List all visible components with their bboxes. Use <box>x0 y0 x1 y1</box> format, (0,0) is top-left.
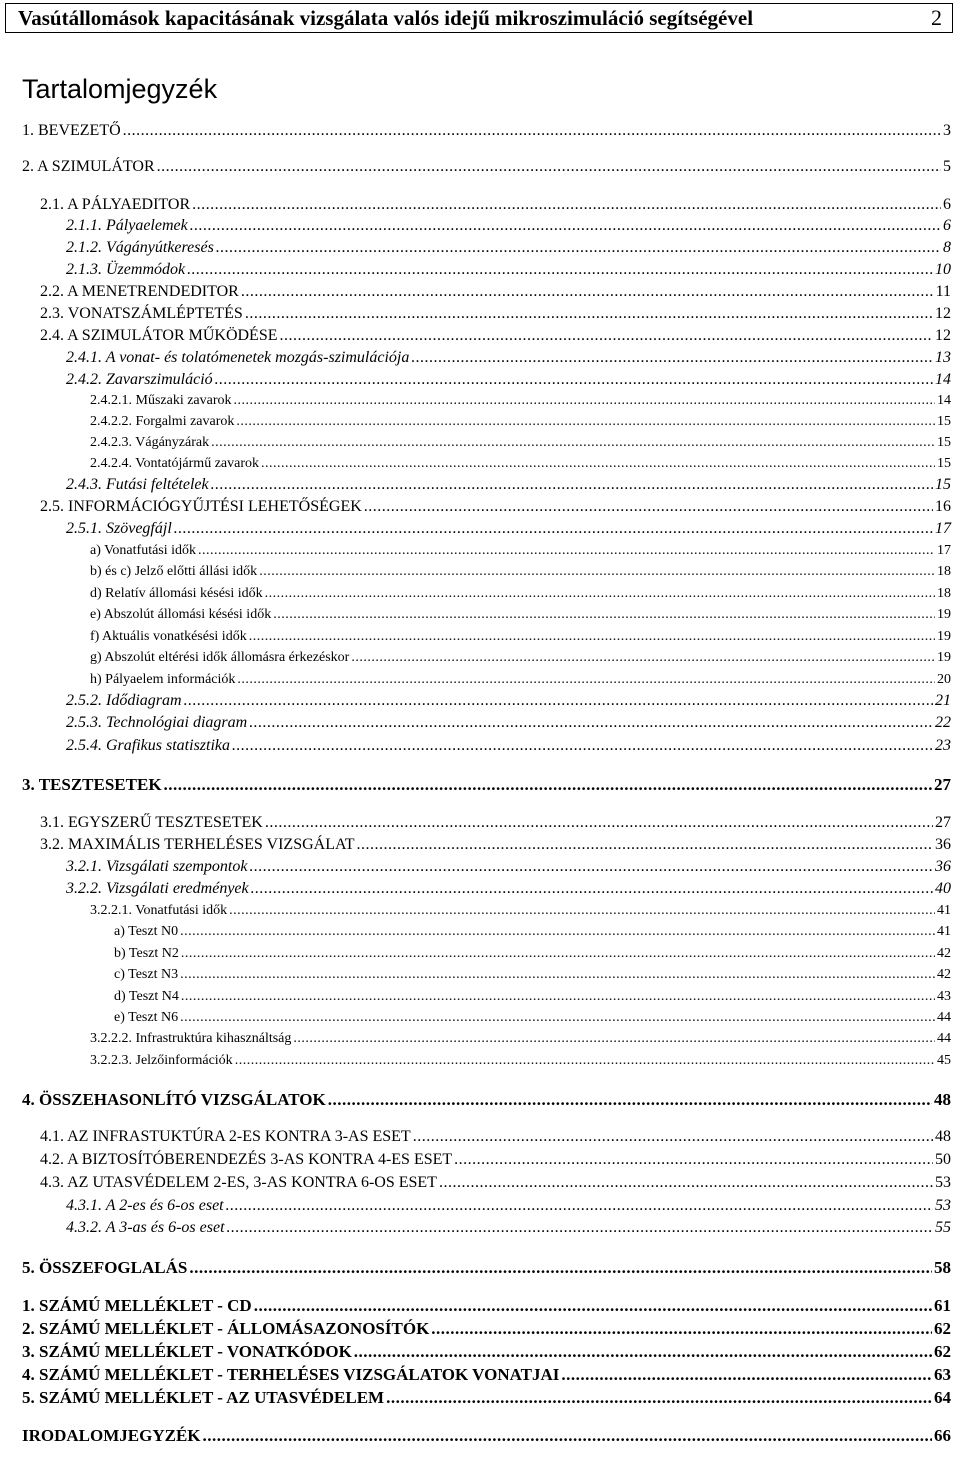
toc-entry[interactable]: 2.5. INFORMÁCIÓGYŰJTÉSI LEHETŐSÉGEK ..... 16 <box>40 499 951 515</box>
toc-entry[interactable]: 3.2.2.3. Jelzőinformációk ..... 45 <box>90 1054 951 1068</box>
toc-entry[interactable]: 2.4.2.4. Vontatójármű zavarok ..... 15 <box>90 457 951 471</box>
toc-entry[interactable]: 2.5.3. Technológiai diagram ..... 22 <box>66 715 951 731</box>
toc-entry[interactable]: d) Relatív állomási késési idők ..... 18 <box>90 587 951 601</box>
toc-entry[interactable]: g) Abszolút eltérési idők állomásra érkezéskor ..... 19 <box>90 651 951 665</box>
toc-entry[interactable]: 2.2. A MENETRENDEDITOR ..... 11 <box>40 284 951 300</box>
toc-entry[interactable]: 2.4.2.1. Műszaki zavarok ..... 14 <box>90 394 951 408</box>
toc-entry[interactable]: 3. SZÁMÚ MELLÉKLET - VONATKÓDOK ..... 62 <box>22 1343 951 1360</box>
toc-entry[interactable]: 2.1.2. Vágányútkeresés ..... 8 <box>66 240 951 256</box>
toc-entry[interactable]: f) Aktuális vonatkésési idők ..... 19 <box>90 630 951 644</box>
toc-entry[interactable]: 2.1.3. Üzemmódok ..... 10 <box>66 262 951 278</box>
toc-entry[interactable]: 2. SZÁMÚ MELLÉKLET - ÁLLOMÁSAZONOSÍTÓK ..... 62 <box>22 1320 951 1337</box>
toc-entry[interactable]: 3.2.2.1. Vonatfutási idők ..... 41 <box>90 904 951 918</box>
toc-entry[interactable]: 2.4.2. Zavarszimuláció ..... 14 <box>66 372 951 388</box>
toc-entry[interactable]: 2.4. A SZIMULÁTOR MŰKÖDÉSE ..... 12 <box>40 328 951 344</box>
toc-entry[interactable]: 4.2. A BIZTOSÍTÓBERENDEZÉS 3-AS KONTRA 4-ES ESET ..... 50 <box>40 1152 951 1168</box>
toc-entry[interactable]: 5. SZÁMÚ MELLÉKLET - AZ UTASVÉDELEM ..... 64 <box>22 1389 951 1406</box>
toc-entry[interactable]: h) Pályaelem információk ..... 20 <box>90 673 951 687</box>
toc-entry[interactable]: 2.4.2.2. Forgalmi zavarok ..... 15 <box>90 415 951 429</box>
toc-entry[interactable]: a) Vonatfutási idők ..... 17 <box>90 544 951 558</box>
toc-entry[interactable]: 4.3.2. A 3-as és 6-os eset ..... 55 <box>66 1220 951 1236</box>
toc-entry[interactable]: 4.1. AZ INFRASTUKTÚRA 2-ES KONTRA 3-AS ESET ..... 48 <box>40 1129 951 1145</box>
toc-entry[interactable]: 4.3. AZ UTASVÉDELEM 2-ES, 3-AS KONTRA 6-OS ESET ..... 53 <box>40 1175 951 1191</box>
toc-entry[interactable]: c) Teszt N3 ..... 42 <box>114 968 951 982</box>
document-title: Vasútállomások kapacitásának vizsgálata valós idejű mikroszimuláció segítségével <box>18 5 754 30</box>
toc-entry[interactable]: e) Abszolút állomási késési idők ..... 19 <box>90 608 951 622</box>
toc-entry[interactable]: d) Teszt N4 ..... 43 <box>114 990 951 1004</box>
toc-entry[interactable]: 2.4.1. A vonat- és tolatómenetek mozgás-szimulációja ..... 13 <box>66 350 951 366</box>
toc-entry[interactable]: e) Teszt N6 ..... 44 <box>114 1011 951 1025</box>
toc-entry[interactable]: b) Teszt N2 ..... 42 <box>114 947 951 961</box>
page-number: 2 <box>931 5 942 30</box>
toc-entry[interactable]: 1. SZÁMÚ MELLÉKLET - CD ..... 61 <box>22 1297 951 1314</box>
toc-heading: Tartalomjegyzék <box>22 74 218 104</box>
toc-entry[interactable]: 3.2.2.2. Infrastruktúra kihasználtság ..... 44 <box>90 1032 951 1046</box>
toc-entry[interactable]: 2.1. A PÁLYAEDITOR ..... 6 <box>40 197 951 213</box>
toc-entry[interactable]: 2.3. VONATSZÁMLÉPTETÉS ..... 12 <box>40 306 951 322</box>
toc-entry[interactable]: IRODALOMJEGYZÉK ..... 66 <box>22 1427 951 1444</box>
toc-entry[interactable]: 2.5.2. Idődiagram ..... 21 <box>66 693 951 709</box>
toc-entry[interactable]: 2.5.4. Grafikus statisztika ..... 23 <box>66 738 951 754</box>
toc-entry[interactable]: 3.2. MAXIMÁLIS TERHELÉSES VIZSGÁLAT ..... 36 <box>40 837 951 853</box>
toc-entry[interactable]: 5. ÖSSZEFOGLALÁS ..... 58 <box>22 1259 951 1276</box>
toc-entry[interactable]: a) Teszt N0 ..... 41 <box>114 925 951 939</box>
toc-entry[interactable]: 4. SZÁMÚ MELLÉKLET - TERHELÉSES VIZSGÁLATOK VONATJAI ..... 63 <box>22 1366 951 1383</box>
toc-entry[interactable]: 3.1. EGYSZERŰ TESZTESETEK ..... 27 <box>40 815 951 831</box>
toc-entry[interactable]: 2. A SZIMULÁTOR ..... 5 <box>22 159 951 175</box>
toc-entry[interactable]: 2.1.1. Pályaelemek ..... 6 <box>66 218 951 234</box>
toc-entry[interactable]: 3.2.1. Vizsgálati szempontok ..... 36 <box>66 859 951 875</box>
toc-entry[interactable]: 2.4.2.3. Vágányzárak ..... 15 <box>90 436 951 450</box>
toc-entry[interactable]: b) és c) Jelző előtti állási idők ..... 18 <box>90 565 951 579</box>
toc-entry[interactable]: 3.2.2. Vizsgálati eredmények ..... 40 <box>66 881 951 897</box>
toc-entry[interactable]: 1. BEVEZETŐ ..... 3 <box>22 123 951 139</box>
toc-entry[interactable]: 2.5.1. Szövegfájl ..... 17 <box>66 521 951 537</box>
toc-entry[interactable]: 2.4.3. Futási feltételek ..... 15 <box>66 477 951 493</box>
toc-entry[interactable]: 4.3.1. A 2-es és 6-os eset ..... 53 <box>66 1198 951 1214</box>
toc-entry[interactable]: 3. TESZTESETEK ..... 27 <box>22 776 951 793</box>
toc-entry[interactable]: 4. ÖSSZEHASONLÍTÓ VIZSGÁLATOK ..... 48 <box>22 1091 951 1108</box>
